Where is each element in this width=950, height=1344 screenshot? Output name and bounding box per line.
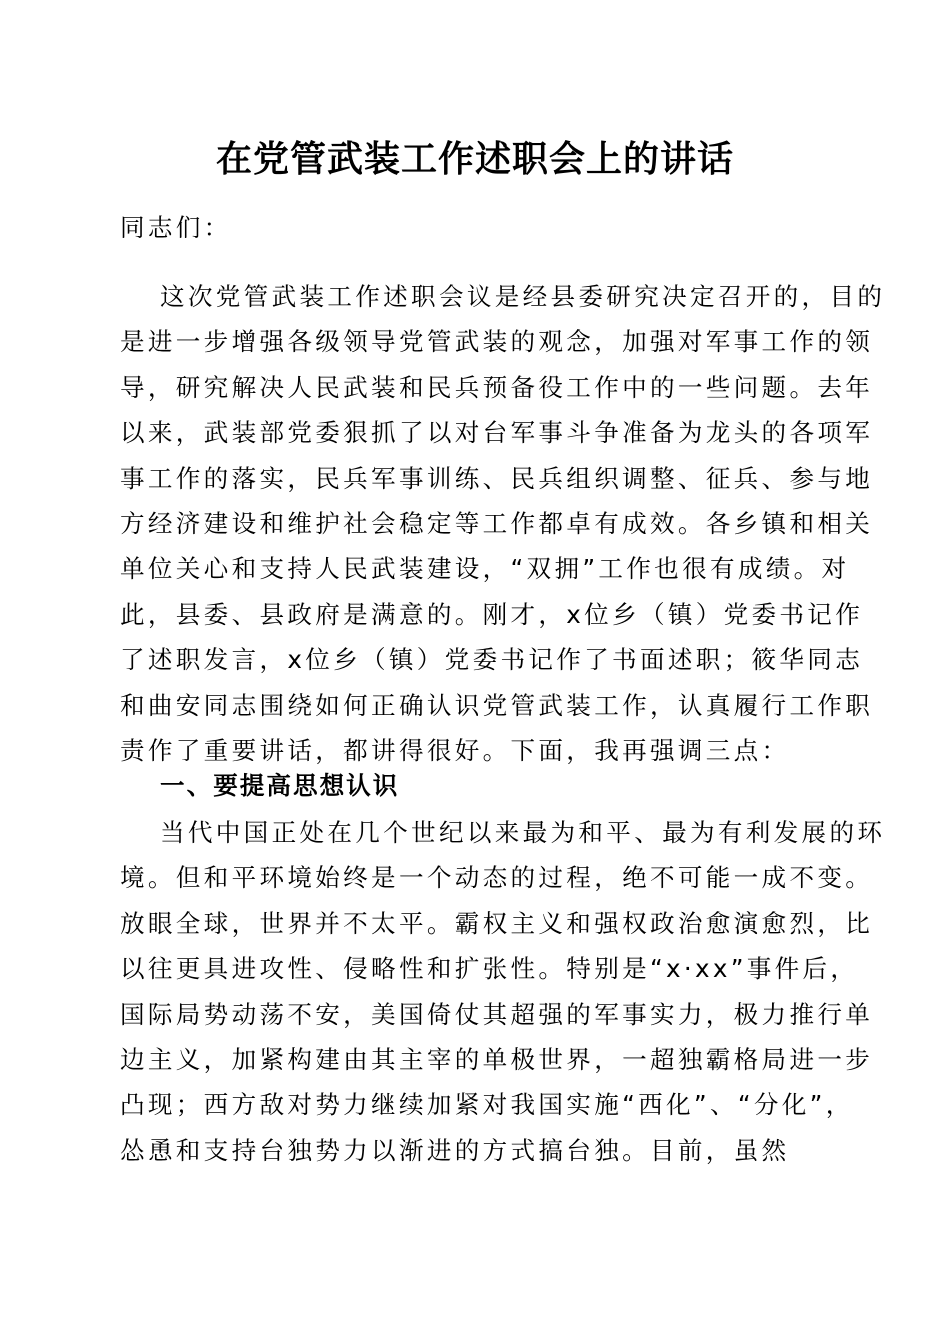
paragraph-line: 责作了重要讲话，都讲得很好。下面，我再强调三点： <box>120 735 790 765</box>
paragraph-line: 放眼全球，世界并不太平。霸权主义和强权政治愈演愈烈，比 <box>120 908 874 938</box>
paragraph-line: 国际局势动荡不安，美国倚仗其超强的军事实力，极力推行单 <box>120 999 874 1029</box>
salutation: 同志们： <box>120 213 232 242</box>
paragraph-line: 和曲安同志围绕如何正确认识党管武装工作，认真履行工作职 <box>120 690 874 720</box>
paragraph-line: 凸现；西方敌对势力继续加紧对我国实施“西化”、“分化”， <box>120 1090 854 1120</box>
paragraph-intro <box>120 274 886 773</box>
paragraph-section-1 <box>120 810 886 1173</box>
paragraph-line: 边主义，加紧构建由其主宰的单极世界，一超独霸格局进一步 <box>120 1044 874 1074</box>
section-heading: 一、要提高思想认识 <box>160 771 400 800</box>
paragraph-line: 此，县委、县政府是满意的。刚才，x位乡（镇）党委书记作 <box>120 599 864 629</box>
paragraph-line: 单位关心和支持人民武装建设，“双拥”工作也很有成绩。对 <box>120 554 850 584</box>
paragraph-line: 以来，武装部党委狠抓了以对台军事斗争准备为龙头的各项军 <box>120 418 874 448</box>
paragraph-line: 以往更具进攻性、侵略性和扩张性。特别是“x·xx”事件后， <box>120 954 859 984</box>
paragraph-line: 怂恿和支持台独势力以渐进的方式搞台独。目前，虽然 <box>120 1135 790 1165</box>
paragraph-line: 导，研究解决人民武装和民兵预备役工作中的一些问题。去年 <box>120 372 874 402</box>
paragraph-line: 当代中国正处在几个世纪以来最为和平、最为有利发展的环 <box>160 818 886 847</box>
paragraph-line: 事工作的落实，民兵军事训练、民兵组织调整、征兵、参与地 <box>120 463 874 493</box>
paragraph-line: 了述职发言，x位乡（镇）党委书记作了书面述职；筱华同志 <box>120 645 864 675</box>
paragraph-line: 是进一步增强各级领导党管武装的观念，加强对军事工作的领 <box>120 327 874 357</box>
paragraph-line: 这次党管武装工作述职会议是经县委研究决定召开的，目的 <box>160 282 886 311</box>
page-title: 在党管武装工作述职会上的讲话 <box>215 138 734 180</box>
paragraph-line: 方经济建设和维护社会稳定等工作都卓有成效。各乡镇和相关 <box>120 508 874 538</box>
paragraph-line: 境。但和平环境始终是一个动态的过程，绝不可能一成不变。 <box>120 863 874 893</box>
